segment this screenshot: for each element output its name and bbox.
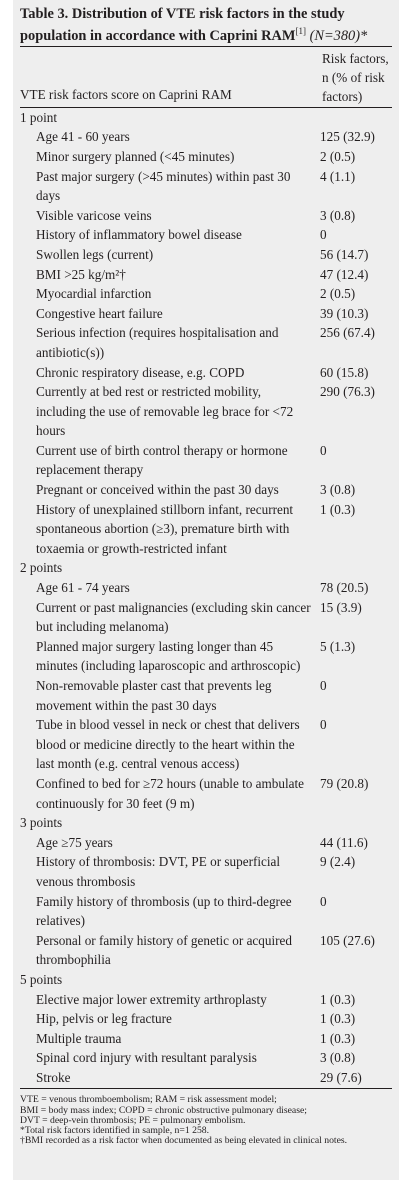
risk-factor-label: Currently at bed rest or restricted mobility, including the use of removable leg brace for <72 hours xyxy=(36,384,294,439)
footnote: †BMI recorded as a risk factor when documented as being elevated in clinical notes. xyxy=(20,1135,348,1147)
risk-factor-count: 0 xyxy=(320,717,327,733)
table-row xyxy=(20,598,392,637)
risk-factor-count: 3 (0.8) xyxy=(320,207,356,223)
table-row xyxy=(20,774,392,813)
risk-factor-count: 56 (14.7) xyxy=(320,246,369,262)
table-row xyxy=(20,578,392,598)
section-row xyxy=(20,813,392,833)
risk-factor-label: Elective major lower extremity arthroplasty xyxy=(36,991,267,1007)
footnote: VTE = venous thromboembolism; RAM = risk assessment model; xyxy=(20,1094,277,1106)
table-row xyxy=(20,1048,392,1068)
table-row xyxy=(20,833,392,853)
table-row xyxy=(20,852,392,891)
title-line-1: Table 3. Distribution of VTE risk factors in the study xyxy=(20,6,345,22)
risk-factor-count: 1 (0.3) xyxy=(320,1030,356,1046)
risk-factor-label: Non-removable plaster cast that prevents leg movement within the past 30 days xyxy=(36,678,272,713)
risk-factor-count: 78 (20.5) xyxy=(320,580,369,596)
risk-factor-label: Personal or family history of genetic or acquired thrombophilia xyxy=(36,932,292,968)
table-row xyxy=(20,304,392,324)
table-row xyxy=(20,1009,392,1029)
table-row xyxy=(20,382,392,441)
risk-factor-count: 1 (0.3) xyxy=(320,501,356,517)
risk-factor-count: 2 (0.5) xyxy=(320,148,356,164)
footnotes xyxy=(20,1095,392,1146)
table-row xyxy=(20,715,392,774)
risk-factor-label: Myocardial infarction xyxy=(36,286,152,302)
section-row xyxy=(20,970,392,990)
footnote: DVT = deep-vein thrombosis; PE = pulmonary embolism. xyxy=(20,1114,246,1126)
risk-factor-label: Confined to bed for ≥72 hours (unable to ambulate continuously for 30 feet (9 m) xyxy=(36,775,304,811)
risk-factor-label: Serious infection (requires hospitalisation and antibiotic(s)) xyxy=(36,325,279,360)
section-label: 5 points xyxy=(20,971,63,987)
risk-factor-label: Family history of thrombosis (up to third-degree relatives) xyxy=(36,893,292,929)
risk-factor-label: Hip, pelvis or leg fracture xyxy=(36,1011,172,1027)
risk-factor-label: Minor surgery planned (<45 minutes) xyxy=(36,148,235,164)
footnote: *Total risk factors identified in sample, n=1 258. xyxy=(20,1125,210,1137)
risk-factor-count: 29 (7.6) xyxy=(320,1069,362,1085)
risk-factor-count: 15 (3.9) xyxy=(320,599,362,615)
risk-factor-count: 125 (32.9) xyxy=(320,129,375,145)
risk-factor-label: Age ≥75 years xyxy=(36,834,113,850)
risk-factor-count: 44 (11.6) xyxy=(320,834,368,850)
risk-factor-count: 5 (1.3) xyxy=(320,638,356,654)
risk-factor-label: Current or past malignancies (excluding skin cancer but including melanoma) xyxy=(36,599,311,635)
section-row xyxy=(20,108,392,128)
table-row xyxy=(20,637,392,676)
risk-factor-label: Swollen legs (current) xyxy=(36,246,154,262)
section-row xyxy=(20,558,392,578)
risk-factor-label: Congestive heart failure xyxy=(36,305,163,321)
risk-factor-label: History of unexplained stillborn infant, recurrent spontaneous abortion (≥3), premature birth with toxaemia or growth-restricted infant xyxy=(36,501,294,556)
risk-factor-count: 4 (1.1) xyxy=(320,168,356,184)
risk-factor-count: 1 (0.3) xyxy=(320,1011,356,1027)
risk-factor-count: 2 (0.5) xyxy=(320,286,356,302)
table-row xyxy=(20,225,392,245)
risk-factor-table xyxy=(20,108,392,1088)
table-row xyxy=(20,676,392,715)
header-col-count: Risk factors, n (% of risk factors) xyxy=(322,50,389,104)
risk-factor-count: 60 (15.8) xyxy=(320,364,369,380)
footnote: BMI = body mass index; COPD = chronic obstructive pulmonary disease; xyxy=(20,1104,307,1116)
risk-factor-label: History of inflammatory bowel disease xyxy=(36,227,242,243)
risk-factor-label: Pregnant or conceived within the past 30 days xyxy=(36,482,279,498)
risk-factor-count: 0 xyxy=(320,893,327,909)
risk-factor-label: Past major surgery (>45 minutes) within past 30 days xyxy=(36,168,291,204)
table-row xyxy=(20,1029,392,1049)
section-label: 3 points xyxy=(20,815,63,831)
title-line-2: population in accordance with Caprini RAM[1] (N=380)* xyxy=(20,26,368,44)
table-panel xyxy=(13,0,399,1180)
risk-factor-label: Tube in blood vessel in neck or chest that delivers blood or medicine directly to the heart within the last month (e.g. central venous access) xyxy=(36,717,300,772)
section-label: 1 point xyxy=(20,109,57,125)
risk-factor-label: Multiple trauma xyxy=(36,1030,122,1046)
risk-factor-label: Current use of birth control therapy or hormone replacement therapy xyxy=(36,442,288,478)
risk-factor-count: 105 (27.6) xyxy=(320,932,375,948)
risk-factor-count: 0 xyxy=(320,678,327,694)
table-header xyxy=(20,47,392,106)
risk-factor-count: 47 (12.4) xyxy=(320,266,369,282)
table-row xyxy=(20,323,392,362)
risk-factor-label: Age 41 - 60 years xyxy=(36,129,130,145)
table-row xyxy=(20,480,392,500)
risk-factor-label: Stroke xyxy=(36,1069,71,1085)
risk-factor-label: Age 61 - 74 years xyxy=(36,580,130,596)
header-col-factor: VTE risk factors score on Caprini RAM xyxy=(20,86,232,102)
table-row xyxy=(20,127,392,147)
risk-factor-count: 256 (67.4) xyxy=(320,325,375,341)
table-row xyxy=(20,167,392,206)
bottom-rule xyxy=(20,1088,392,1089)
risk-factor-count: 39 (10.3) xyxy=(320,305,369,321)
risk-factor-label: Spinal cord injury with resultant paralysis xyxy=(36,1050,257,1066)
table-title xyxy=(20,6,392,45)
table-row xyxy=(20,245,392,265)
table-row xyxy=(20,284,392,304)
table-row xyxy=(20,265,392,285)
risk-factor-count: 290 (76.3) xyxy=(320,384,375,400)
risk-factor-label: Visible varicose veins xyxy=(36,207,152,223)
table-row xyxy=(20,147,392,167)
risk-factor-count: 1 (0.3) xyxy=(320,991,356,1007)
risk-factor-count: 0 xyxy=(320,227,327,243)
risk-factor-label: History of thrombosis: DVT, PE or superficial venous thrombosis xyxy=(36,854,281,889)
section-label: 2 points xyxy=(20,560,63,576)
table-row xyxy=(20,1068,392,1088)
table-row xyxy=(20,990,392,1010)
risk-factor-count: 79 (20.8) xyxy=(320,775,369,791)
table-row xyxy=(20,931,392,970)
table-row xyxy=(20,441,392,480)
risk-factor-count: 3 (0.8) xyxy=(320,482,356,498)
risk-factor-label: Planned major surgery lasting longer than 45 minutes (including laparoscopic and arthroscopic) xyxy=(36,638,301,674)
risk-factor-count: 3 (0.8) xyxy=(320,1050,356,1066)
table-row xyxy=(20,892,392,931)
risk-factor-count: 0 xyxy=(320,442,327,458)
table-row xyxy=(20,363,392,383)
risk-factor-label: BMI >25 kg/m²† xyxy=(36,266,126,282)
risk-factor-count: 9 (2.4) xyxy=(320,854,356,870)
risk-factor-label: Chronic respiratory disease, e.g. COPD xyxy=(36,364,245,380)
table-row xyxy=(20,206,392,226)
table-row xyxy=(20,500,392,559)
